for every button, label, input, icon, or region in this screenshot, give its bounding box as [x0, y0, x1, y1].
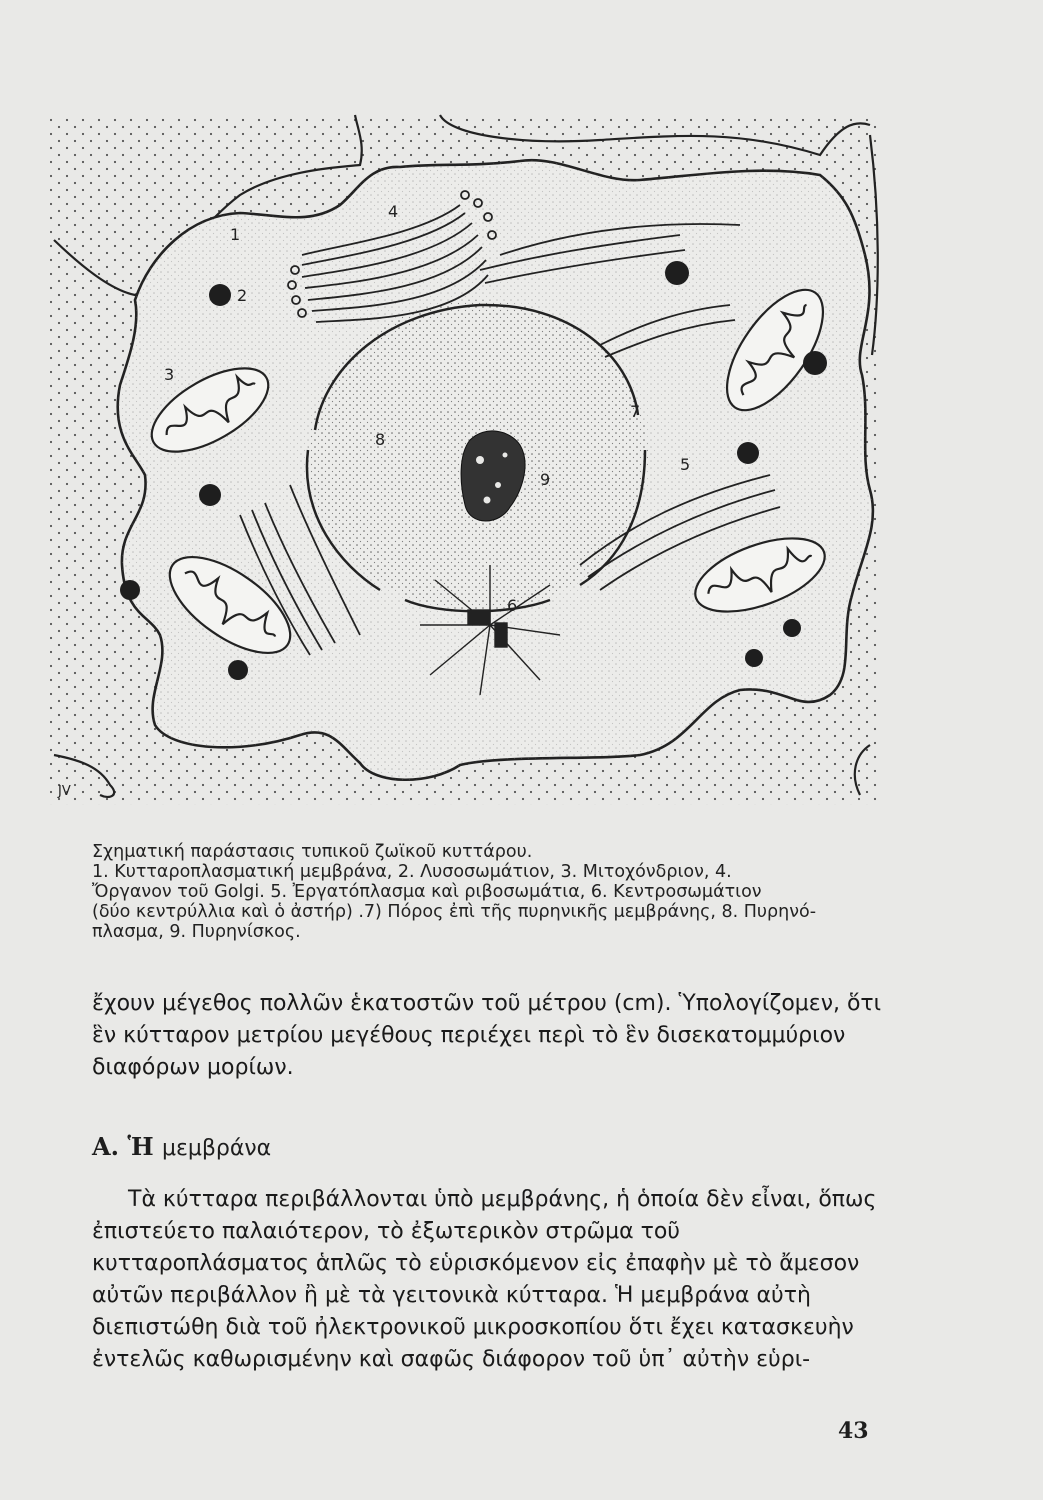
figure-label-4: 4 — [388, 202, 399, 221]
figure-label-1: 1 — [230, 225, 241, 244]
section-heading — [92, 1132, 271, 1161]
caption-title: Σχηματική παράστασις τυπικοῦ ζωϊκοῦ κυττάρου. — [92, 842, 533, 862]
section-heading-prefix: Α. Ἡ — [92, 1132, 154, 1161]
figure-label-7: 7 — [630, 402, 641, 421]
caption-line-1: 1. Κυτταροπλασματική μεμβράνα, 2. Λυσοσωμάτιον, 3. Μιτοχόνδριον, 4. — [92, 862, 732, 882]
page-number: 43 — [838, 1418, 869, 1444]
cell-illustration — [40, 95, 900, 835]
caption-line-3: (δύο κεντρύλλια καὶ ὁ ἀστήρ) .7) Πόρος ἐπὶ τῆς πυρηνικῆς μεμβράνης, 8. Πυρηνό- — [92, 902, 817, 922]
caption-line-2: Ὄργανον τοῦ Golgi. 5. Ἐργατόπλασμα καὶ ριβοσωμάτια, 6. Κεντροσωμάτιον — [92, 882, 762, 902]
caption-line-4: πλασμα, 9. Πυρηνίσκος. — [92, 922, 301, 942]
figure-label-8: 8 — [375, 430, 386, 449]
figure-label-3: 3 — [164, 365, 175, 384]
figure-label-6: 6 — [507, 596, 518, 615]
paragraph-cell-size: ἔχουν μέγεθος πολλῶν ἑκατοστῶν τοῦ μέτρου (cm). Ὑπολογίζομεν, ὅτι ἓν κύτταρον μετρίου μεγέθους περιέχει περὶ τὸ ἓν δισεκατομμύριον διαφόρων μορίων. — [92, 991, 882, 1080]
figure-label-5: 5 — [680, 455, 691, 474]
figure-label-9: 9 — [540, 470, 551, 489]
section-heading-title: μεμβράνα — [161, 1136, 272, 1161]
nucleus — [307, 300, 648, 611]
paragraph-membrane: Τὰ κύτταρα περιβάλλονται ὑπὸ μεμβράνης, ἡ ὁποία δὲν εἶναι, ὅπως ἐπιστεύετο παλαιότερον, τὸ ἐξωτερικὸν στρῶμα τοῦ κυτταροπλάσματος ἁπλῶς τὸ εὑρισκόμενον εἰς ἐπαφὴν μὲ τὸ ἄμεσον αὐτῶν περιβάλλον ἢ μὲ τὰ γειτονικὰ κύτταρα. Ἡ μεμβράνα αὐτὴ διεπιστώθη διὰ τοῦ ἠλεκτρονικοῦ μικροσκοπίου ὅτι ἔχει κατασκευὴν ἐντελῶς καθωρισμένην καὶ σαφῶς διάφορον τοῦ ὑπ᾿ αὐτὴν εὑρι- — [92, 1187, 877, 1372]
figure-label-2: 2 — [237, 286, 248, 305]
artist-signature: JV — [58, 784, 71, 799]
cell-diagram — [40, 95, 900, 835]
figure-caption — [92, 842, 892, 942]
